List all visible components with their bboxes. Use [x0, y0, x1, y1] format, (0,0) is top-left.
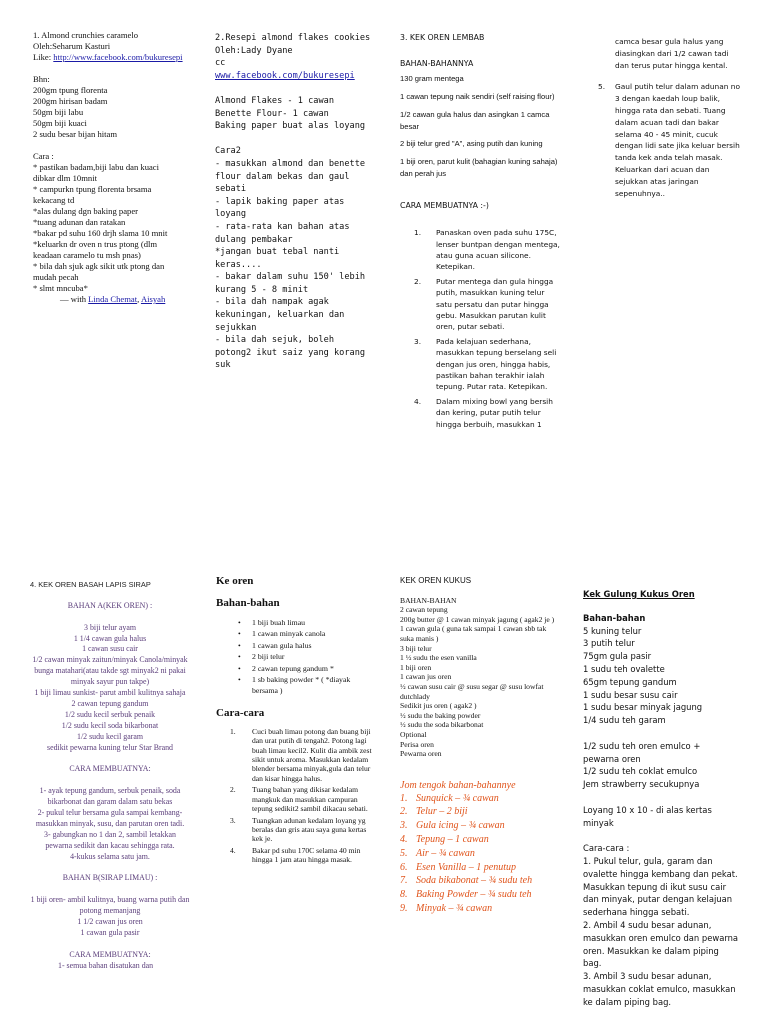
bullet-icon: • [238, 629, 241, 639]
recipe-line [30, 863, 190, 874]
recipe-title: 4. KEK OREN BASAH LAPIS SIRAP [30, 580, 151, 589]
ingredient-line: 50gm biji kuaci [33, 118, 87, 128]
step-line: Cara : [33, 151, 54, 161]
recipe-line: 1 cawan gula pasir [80, 927, 140, 937]
ingredient-line: 50gm biji labu [33, 107, 84, 117]
recipe-line: 1 1/4 cawan gula halus [73, 633, 147, 643]
step-item [400, 276, 560, 332]
recipe-line: Loyang 10 x 10 - di alas kertas minyak [583, 804, 712, 828]
ingredient-text: 1 cawan gula halus [252, 640, 312, 650]
step-item [400, 227, 560, 272]
recipe-panel-kek-oren-lembab [400, 32, 560, 434]
step-text: Sunquick – ¾ cawan [416, 792, 499, 804]
recipe-line: ½ sudu the baking powder [400, 710, 481, 720]
step-item [400, 336, 560, 392]
step-list [33, 151, 183, 294]
recipe-title: 3. KEK OREN LEMBAB [400, 33, 485, 42]
recipe-line: 65gm tepung gandum [583, 676, 677, 687]
step-number: 1. [414, 228, 422, 238]
step-item [216, 785, 372, 813]
ingredient-text: 1 cawan minyak canola [252, 629, 326, 639]
step-text: Tepung – 1 cawan [416, 834, 489, 846]
recipe-line: Almond Flakes - 1 cawan [215, 95, 334, 106]
ingredient-line: Bhn: [33, 74, 50, 84]
recipe-line: 4-kukus selama satu jam. [70, 851, 150, 861]
bullet-icon: • [238, 640, 241, 650]
recipe-line: 1/2 sudu teh oren emulco + pewarna oren [583, 740, 701, 764]
recipe-line: Perisa oren [400, 739, 434, 749]
step-number: 3. [414, 337, 422, 347]
recipe-body [400, 586, 560, 759]
recipe-line: 3. Ambil 3 sudu besar adunan, masukkan coklat emulco, masukkan ke dalam piping bag. [583, 971, 736, 1007]
ingredient-text: 1 sb baking powder * ( *diayak bersama ) [252, 675, 351, 696]
step-number: 8. [400, 889, 408, 901]
with-prefix: — with [60, 294, 89, 304]
ingredient-line: 2 sudu besar bijan hitam [33, 129, 118, 139]
facebook-link[interactable]: http://www.facebook.com/bukuresepi [53, 52, 183, 62]
recipe-line: 2 cawan tepung gandum [71, 698, 149, 708]
ingredient-list [216, 617, 372, 697]
recipe-line: ½ sudu the soda bikarbonat [400, 720, 484, 730]
step-number: 9. [400, 903, 408, 915]
recipe-line: 1/2 sudu teh coklat emulco [583, 766, 698, 777]
cc-label: cc [215, 58, 226, 69]
bullet-icon: • [238, 663, 241, 673]
ingredient-text: 2 biji telur [252, 652, 285, 662]
ingredient-item [238, 617, 372, 628]
recipe-line: BAHAN A(KEK OREN) : [67, 600, 153, 610]
recipe-line: - lapik baking paper atas loyang [215, 196, 345, 220]
recipe-author: Oleh:Seharum Kasturi [33, 41, 111, 51]
like-line [33, 52, 183, 63]
step-text: Tuangkan adunan kedalam loyang yg beralas dan gris atau saya guna kertas kek je. [252, 815, 367, 844]
recipe-line: 2- pukul telur bersama gula sampai kembang-masukkan minyak, susu, dan parutan oren tadi. [35, 808, 185, 828]
step-line: * bila dah sjuk agk sikit utk ptong dan mudah pecah [33, 261, 165, 282]
step-number: 1. [230, 726, 236, 736]
ingredient-line: 1/2 cawan gula halus dan asingkan 1 camca besar [400, 109, 550, 131]
recipe-body [215, 82, 373, 372]
ingredients-heading: Bahan-bahan [216, 597, 280, 609]
recipe-line: Cara2 [215, 146, 241, 157]
orange-ingredient-item [400, 833, 560, 847]
recipe-line: BAHAN-BAHAN [400, 595, 457, 605]
recipe-line: 1 sudu besar minyak jagung [583, 702, 703, 713]
ingredient-line: 1 biji oren, parut kulit (bahagian kuning sahaja) dan perah jus [400, 157, 558, 178]
orange-ingredient-list [400, 792, 560, 916]
ingredient-item [238, 663, 372, 674]
step-text: Minyak – ¾ cawan [416, 903, 493, 915]
ingredient-list [400, 73, 560, 180]
recipe-line: 1/2 cawan minyak zaitun/minyak Canola/minyak bunga matahari(atau takde sgt minyak2 ni pakai minyak sayur pun takpe) [32, 655, 188, 687]
recipe-line: 1 cawan jus oren [400, 672, 452, 682]
ingredient-line: 2 biji telur gred "A", asing putih dan kuning [400, 139, 543, 149]
recipe-line: Pewarna oren [400, 749, 442, 759]
step-number: 3. [400, 820, 408, 832]
step-list [216, 727, 372, 865]
step-text: Soda bikabonat – ¾ sudu teh [416, 875, 533, 887]
recipe-line: 1 1/2 cawan jus oren [77, 917, 143, 927]
step-text: Esen Vanilla – 1 penutup [416, 861, 516, 873]
step-item [216, 846, 372, 865]
recipe-line: 1. Pukul telur, gula, garam dan ovalette hingga kembang dan pekat. Masukkan tepung di ikut susu cair dan minyak, putar dengan kelajuan sederhana hingga sebati. [583, 855, 738, 918]
step-line: *alas dulang dgn baking paper [33, 206, 139, 216]
recipe-title: 2.Resepi almond flakes cookies [215, 33, 371, 43]
recipe-line: 3 biji telur [400, 643, 432, 653]
recipe-line [215, 82, 373, 95]
step-text: Tuang bahan yang dikisar kedalam mangkuk dan masukkan campuran tepung sedikit2 sambil dikacau sebati. [252, 785, 368, 814]
recipe-line: 200g butter @ 1 cawan minyak jagung ( agak2 je ) [400, 614, 555, 624]
recipe-body [583, 625, 739, 1009]
recipe-line [583, 829, 739, 842]
step-item [400, 396, 560, 430]
orange-ingredient-item [400, 792, 560, 806]
step-line: * pastikan badam,biji labu dan kuaci dibkar dlm 10mnit [33, 162, 160, 183]
recipe-line: Baking paper buat alas loyang [215, 121, 366, 132]
recipe-line [583, 727, 739, 740]
recipe-panel-ke-oren [216, 575, 372, 867]
step-item [216, 816, 372, 844]
step-text: Gula icing – ¾ cawan [416, 820, 505, 832]
orange-heading: Jom tengok bahan-bahannye [400, 779, 516, 791]
recipe-panel-almond-flakes [215, 32, 373, 372]
with-line [33, 294, 183, 305]
ingredient-item [238, 640, 372, 651]
tagged-user-link[interactable]: Aisyah [140, 294, 166, 304]
recipe-line: Optional [400, 729, 427, 739]
ingredient-line: 1 cawan tepung naik sendiri (self raising flour) [400, 91, 555, 101]
recipe-line [30, 612, 190, 623]
step-text: Baking Powder – ¾ sudu teh [416, 889, 532, 901]
recipe-line: - bila dah sejuk, boleh potong2 ikut saiz yang korang suk [215, 335, 366, 371]
bullet-icon: • [238, 618, 241, 627]
step-number: 2. [400, 806, 408, 818]
recipe-line: *jangan buat tebal nanti keras.... [215, 247, 340, 270]
recipe-line: Cara-cara : [583, 843, 630, 854]
recipe-line [30, 884, 190, 895]
recipe-line: - rata-rata kan bahan atas dulang pembakar [215, 221, 350, 245]
step-line: * slmt mncuba* [33, 283, 88, 293]
recipe-line: Benette Flour- 1 cawan [215, 108, 329, 119]
facebook-link[interactable]: www.facebook.com/bukuresepi [215, 70, 355, 81]
step-number: 2. [414, 277, 422, 287]
recipe-panel-kek-gulung [583, 588, 739, 1009]
recipe-title: Ke oren [216, 575, 254, 587]
step-line: *bakar pd suhu 160 drjh slama 10 mnit [33, 228, 168, 238]
recipe-line: Jem strawberry secukupnya [583, 779, 700, 790]
ingredient-text: 2 cawan tepung gandum * [252, 663, 334, 673]
step-text: Putar mentega dan gula hingga putih, masukkan kuning telur satu persatu dan putar hingga gebu. Masukkan parutan kulit oren, putar sebati. [436, 277, 554, 331]
recipe-body [30, 601, 190, 961]
recipe-line [30, 939, 190, 950]
ingredient-item [238, 674, 372, 697]
recipe-panel-kek-oren-lembab-continued [598, 36, 744, 199]
recipe-line [30, 775, 190, 786]
recipe-line: 1- ayak tepung gandum, serbuk penaik, soda bikarbonat dan garam dalam satu bekas [39, 786, 181, 807]
recipe-line: Sedikit jus oren ( agak2 ) [400, 701, 477, 711]
recipe-line: 1 biji oren- ambil kulitnya, buang warna putih dan potong memanjang [30, 895, 190, 916]
recipe-line: 1/2 sudu kecil garam [77, 731, 143, 741]
recipe-line: 1 biji limau sunkist- parut ambil kulitnya sahaja [34, 688, 186, 698]
recipe-line: 75gm gula pasir [583, 651, 652, 662]
recipe-line: 3 putih telur [583, 638, 635, 649]
recipe-line: 2. Ambil 4 sudu besar adunan, masukkan oren emulco dan pewarna oren. Masukkan ke dalam piping bag. [583, 919, 739, 969]
ingredient-text: 1 biji buah limau [252, 618, 306, 627]
step-item: 5. Gaul putih telur dalam adunan no 3 dengan kaedah loup balik, hingga rata dan sebati. Tuang dalam acuan tadi dan bakar selama 40 - 45 minit, cucuk dengan lidi sate jika keluar bersih tanda kek anda telah masak. Keluarkan dari acuan dan sejukkan atas jaringan sepenuhnya.. [598, 81, 744, 199]
recipe-line: 1/2 sudu kecil serbuk penaik [64, 709, 156, 719]
step-line: * campurkn tpung florenta brsama kekacang td [33, 184, 152, 205]
orange-ingredient-item [400, 861, 560, 875]
recipe-line: sedikit pewarna kuning telur Star Brand [47, 742, 173, 752]
tagged-user-link[interactable]: Linda Chemat [88, 294, 138, 304]
ingredients-heading: Bahan-bahan [583, 612, 646, 623]
recipe-line: 1 cawan susu cair [82, 644, 138, 654]
step-text: Dalam mixing bowl yang bersih dan kering, putar putih telur hingga berbuih, masukkan 1 [436, 397, 553, 429]
recipe-line: 1 sudu besar susu cair [583, 689, 678, 700]
separator: , [137, 294, 141, 304]
step-item [216, 727, 372, 783]
step-text: Panaskan oven pada suhu 175C, lenser buntpan dengan mentega, atau guna acuan silicone. Ketepikan. [436, 228, 560, 271]
orange-ingredient-item [400, 888, 560, 902]
orange-ingredient-item [400, 874, 560, 888]
recipe-line: 1 sudu teh ovalette [583, 663, 665, 674]
step-line: *keluarkn dr oven n trus ptong (dlm keadaan caramelo tu msh pnas) [33, 239, 158, 260]
method-heading: Cara-cara [216, 706, 265, 719]
step-number: 6. [400, 861, 408, 873]
orange-ingredient-item [400, 847, 560, 861]
recipe-line: BAHAN B(SIRAP LIMAU) : [62, 873, 158, 883]
ingredient-line: 130 gram mentega [400, 74, 464, 84]
step-line: *tuang adunan dan ratakan [33, 217, 126, 227]
step-text: Telur – 2 biji [416, 806, 468, 818]
recipe-panel-kek-oren-kukus [400, 575, 560, 916]
step-number: 2. [230, 785, 236, 795]
recipe-line: - bila dah nampak agak kekuningan, keluarkan dan sejukkan [215, 297, 345, 333]
like-label: Like: [33, 52, 54, 62]
step-text: Pada kelajuan sederhana, masukkan tepung berselang seli dengan jus oren, hingga habis, pastikan bahan terakhir ialah tepung. Putar rata. Ketepikan. [436, 337, 557, 391]
step-text: Bakar pd suhu 170C selama 40 min hingga 1 jam atau hingga masak. [252, 845, 361, 865]
recipe-line: - bakar dalam suhu 150' lebih kurang 5 - 8 minit [215, 272, 366, 295]
method-heading: CARA MEMBUATNYA :-) [400, 200, 489, 210]
ingredient-list [33, 74, 183, 140]
recipe-line: 3 biji telur ayam [84, 622, 136, 632]
recipe-line: 1/4 sudu teh garam [583, 715, 666, 726]
recipe-panel-almond-crunchies [33, 30, 183, 305]
recipe-line: - masukkan almond dan benette flour dalam bekas dan gaul sebati [215, 158, 366, 195]
bullet-icon: • [238, 652, 241, 662]
recipe-line: 1 ½ sudu the esen vanilla [400, 653, 477, 663]
recipe-line: 1/2 sudu kecil soda bikarbonat [61, 720, 159, 730]
step-number: 1. [400, 792, 408, 804]
recipe-line [583, 791, 739, 804]
recipe-line: 1 cawan gula ( guna tak sampai 1 cawan sbb tak suka manis ) [400, 624, 547, 643]
orange-ingredient-item [400, 819, 560, 833]
recipe-title: KEK OREN KUKUS [400, 576, 472, 585]
step-number: 4. [414, 397, 422, 407]
step-number: 5. [400, 847, 408, 859]
step-text: Cuci buah limau potong dan buang biji dan urat putih di tengah2. Potong lagi buah limau kecil2. Kulit dia ambik zest sikit untuk aroma. Masukkan kedalam blender bersama minyak,gula dan telur dan kisar hingga halus. [252, 726, 372, 783]
recipe-line: 1 biji oren [400, 662, 432, 672]
continued-text: camca besar gula halus yang diasingkan dari 1/2 cawan tadi dan terus putar hingga kental. [615, 37, 729, 70]
step-number: 7. [400, 875, 408, 887]
ingredients-heading: BAHAN-BAHANNYA [400, 58, 474, 68]
recipe-line: CARA MEMBUATNYA: [69, 949, 151, 959]
recipe-title: Kek Gulung Kukus Oren [583, 589, 695, 599]
step-text: Gaul putih telur dalam adunan no 3 dengan kaedah loup balik, hingga rata dan sebati. Tuang dalam acuan tadi dan bakar selama 40 - 45 minit, cucuk dengan lidi sate jika keluar bersih tanda kek anda telah masak. Keluarkan dari acuan dan sejukkan atas jaringan sepenuhnya.. [615, 82, 740, 198]
recipe-line: 3- gabungkan no 1 dan 2, sambil letakkan pewarna sedikit dan kacau sehingga rata. [44, 829, 176, 850]
recipe-panel-kek-oren-basah [30, 580, 190, 972]
recipe-line: 5 kuning telur [583, 625, 642, 636]
step-list [400, 227, 560, 429]
bullet-icon: • [238, 675, 241, 685]
ingredient-item [238, 628, 372, 639]
recipe-line [215, 133, 373, 146]
recipe-line [30, 753, 190, 764]
step-text: Air – ¾ cawan [416, 847, 475, 859]
recipe-line: CARA MEMBUATNYA: [69, 764, 151, 774]
recipe-author: Oleh:Lady Dyane [215, 45, 293, 56]
ingredient-line: 200gm hirisan badam [33, 96, 108, 106]
recipe-line [400, 586, 560, 596]
recipe-line: 2 cawan tepung [400, 605, 448, 615]
orange-ingredient-item [400, 805, 560, 819]
recipe-title: 1. Almond crunchies caramelo [33, 30, 139, 40]
step-number: 3. [230, 815, 236, 825]
step-number: 4. [400, 834, 408, 846]
ingredient-item [238, 651, 372, 662]
ingredient-line: 200gm tpung florenta [33, 85, 108, 95]
step-number: 4. [230, 845, 236, 855]
recipe-line: ½ cawan susu cair @ susu segar @ susu lowfat dutchlady [400, 681, 544, 701]
step-text: 1- semua bahan disatukan dan [58, 960, 154, 970]
orange-ingredient-item [400, 902, 560, 916]
